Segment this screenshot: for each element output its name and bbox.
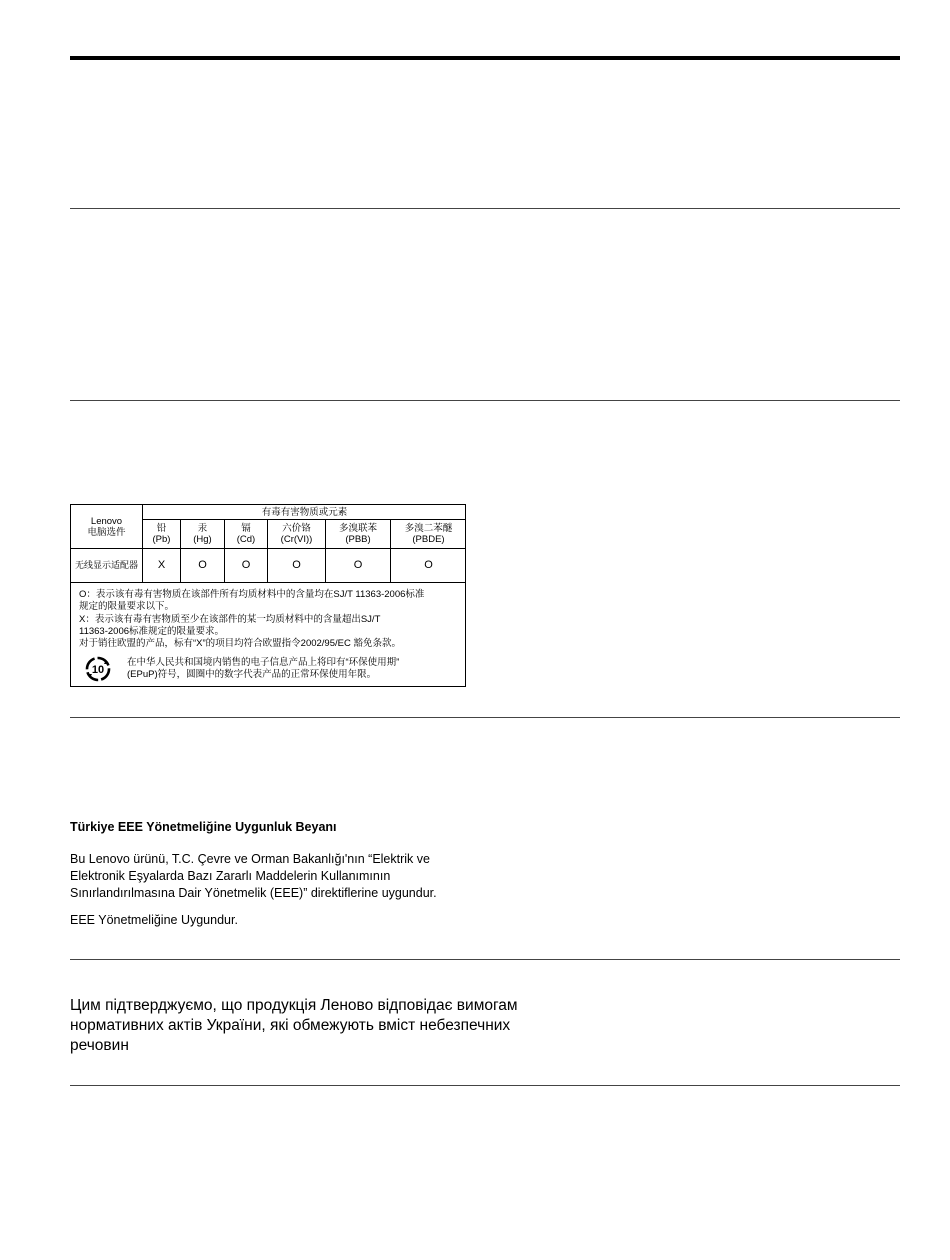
column-symbol: (PBB) bbox=[345, 534, 371, 545]
epup-statement bbox=[85, 655, 455, 683]
epup-number: 10 bbox=[91, 664, 105, 676]
vendor-name: Lenovo bbox=[90, 515, 123, 527]
body-line: Elektronik Eşyalarda Bazı Zararlı Maddelerin Kullanımının bbox=[70, 869, 391, 883]
epup-text bbox=[127, 657, 399, 680]
epup-recycle-icon bbox=[85, 656, 111, 682]
column-header-cd bbox=[225, 520, 267, 548]
table-notes bbox=[79, 589, 463, 650]
value-crvi: O bbox=[292, 559, 301, 571]
value-cd: O bbox=[241, 559, 251, 571]
epup-line: 在中华人民共和国境内销售的电子信息产品上将印有“环保使用期” bbox=[127, 657, 400, 668]
section-divider bbox=[70, 717, 900, 718]
body-line: Bu Lenovo ürünü, T.C. Çevre ve Orman Bakanlığı'nın “Elektrik ve bbox=[70, 852, 430, 866]
note-line: 11363-2006标准规定的限量要求。 bbox=[79, 625, 225, 637]
column-header-pb bbox=[143, 520, 180, 548]
value-pbb: O bbox=[353, 559, 363, 571]
column-cn: 镉 bbox=[241, 523, 251, 534]
row-label: 无线显示适配器 bbox=[74, 560, 138, 570]
note-line: X：表示该有毒有害物质至少在该部件的某一均质材料中的含量超出SJ/T bbox=[79, 613, 381, 625]
top-rule bbox=[70, 56, 900, 60]
section-divider bbox=[70, 959, 900, 960]
column-symbol: (PBDE) bbox=[412, 534, 445, 545]
note-line: O：表示该有毒有害物质在该部件所有均质材料中的含量均在SJ/T 11363-2006标准 bbox=[79, 589, 425, 600]
turkey-declaration-title: Türkiye EEE Yönetmeliğine Uygunluk Beyanı bbox=[70, 820, 337, 834]
column-symbol: (Pb) bbox=[152, 534, 171, 545]
ukraine-declaration bbox=[70, 996, 518, 1056]
section-divider bbox=[70, 208, 900, 209]
value-pbde: O bbox=[424, 559, 433, 571]
hazard-header: 有毒有害物质或元素 bbox=[261, 506, 348, 518]
section-divider bbox=[70, 400, 900, 401]
vendor-subtitle: 电脑选件 bbox=[87, 526, 126, 538]
column-cn: 汞 bbox=[197, 523, 208, 534]
body-line: нормативних актів України, які обмежують вміст небезпечних bbox=[70, 1017, 511, 1034]
epup-line: (EPuP)符号，圆圈中的数字代表产品的正常环保使用年限。 bbox=[127, 668, 377, 680]
column-header-pbde bbox=[391, 520, 466, 548]
column-header-pbb bbox=[326, 520, 390, 548]
vendor-cell bbox=[71, 505, 142, 548]
column-header-crvi bbox=[268, 520, 325, 548]
value-hg: O bbox=[198, 559, 207, 571]
note-line: 对于销往欧盟的产品，标有“X”的项目均符合欧盟指令2002/95/EC 豁免条款。 bbox=[79, 638, 401, 650]
body-line: Цим підтверджуємо, що продукція Леново відповідає вимогам bbox=[70, 997, 518, 1014]
body-line: речовин bbox=[70, 1037, 129, 1054]
turkey-declaration-footer: EEE Yönetmeliğine Uygundur. bbox=[70, 913, 238, 927]
column-cn: 六价铬 bbox=[282, 523, 311, 534]
column-cn: 多溴二苯醚 bbox=[404, 523, 453, 534]
turkey-declaration-body bbox=[70, 851, 437, 902]
note-line: 规定的限量要求以下。 bbox=[79, 601, 175, 613]
column-symbol: (Cd) bbox=[236, 534, 256, 545]
column-cn: 多溴联苯 bbox=[338, 523, 377, 534]
value-pb: X bbox=[157, 559, 166, 571]
table-divider bbox=[71, 582, 465, 583]
column-header-hg bbox=[181, 520, 224, 548]
column-symbol: (Cr(VI)) bbox=[280, 534, 313, 545]
rohs-table bbox=[70, 504, 466, 687]
column-symbol: (Hg) bbox=[193, 534, 212, 545]
body-line: Sınırlandırılmasına Dair Yönetmelik (EEE)” direktiflerine uygundur. bbox=[70, 886, 437, 900]
section-divider bbox=[70, 1085, 900, 1086]
column-cn: 铅 bbox=[156, 523, 167, 534]
